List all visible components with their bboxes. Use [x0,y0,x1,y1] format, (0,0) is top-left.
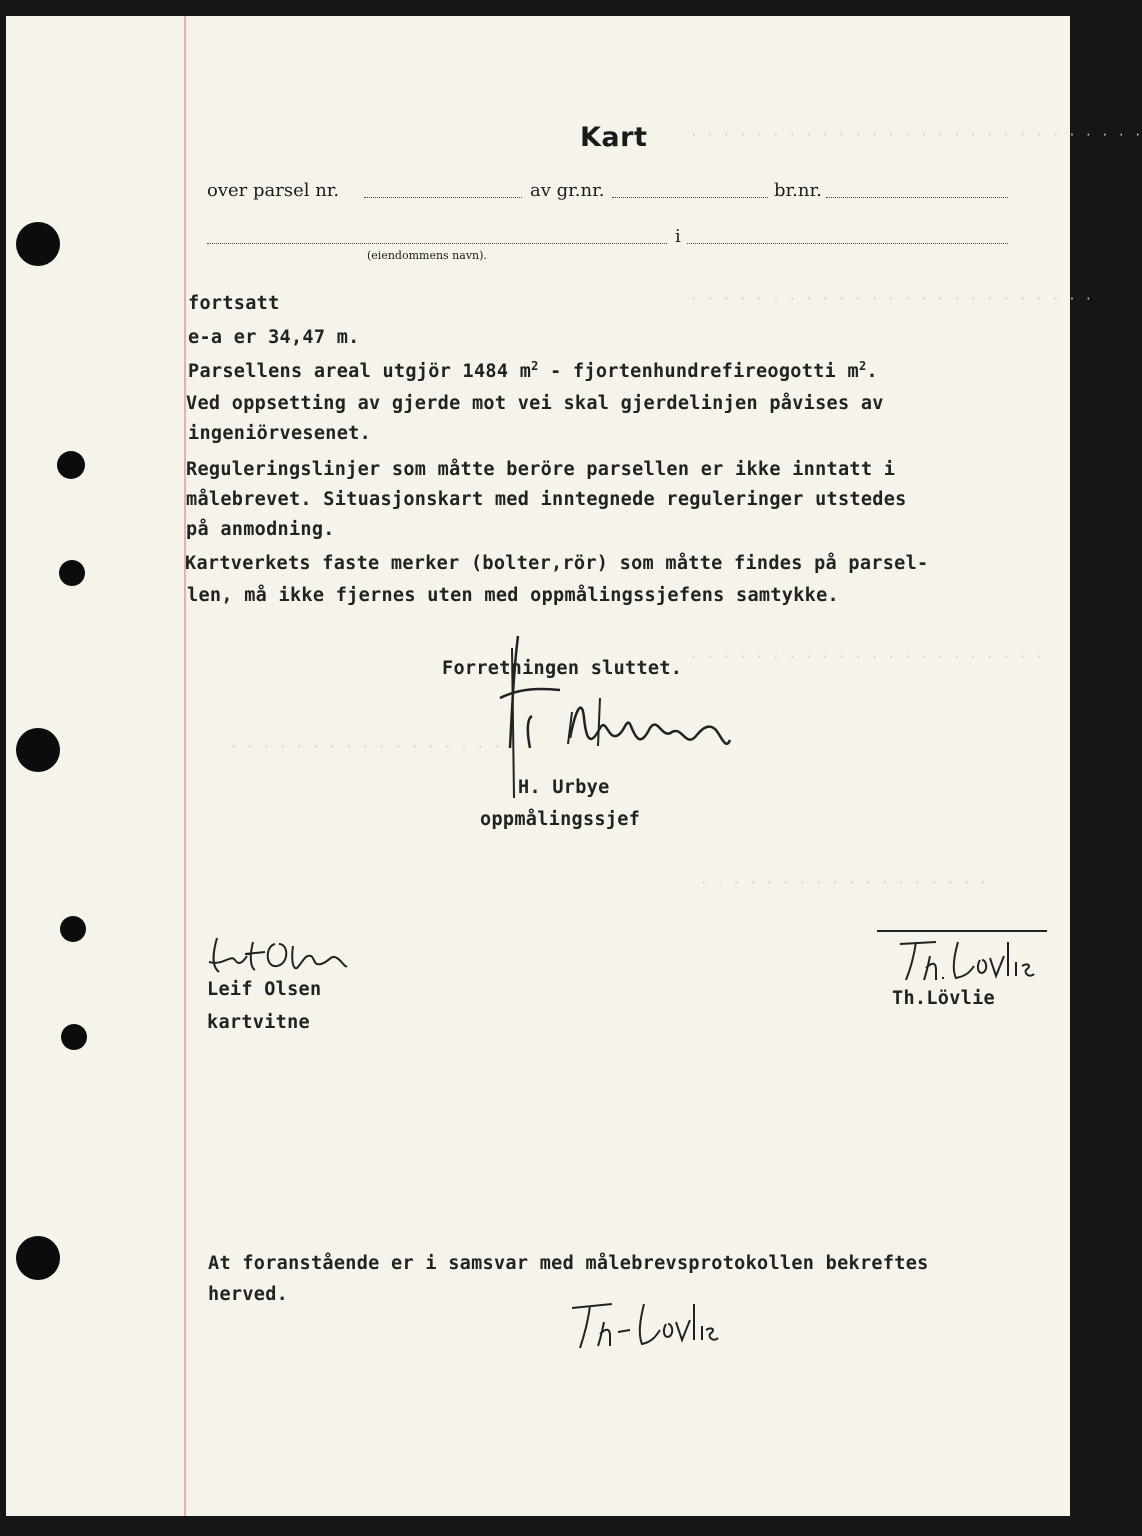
certification-signature [568,1296,718,1356]
form-title: Kart [580,122,648,153]
punch-hole [61,1024,87,1050]
surveyor-title: oppmålingssjef [480,809,641,830]
body-line-7: målebrevet. Situasjonskart med inntegnede reguleringer utstedes [186,489,907,510]
area-text: Parsellens areal utgjör 1484 m [188,361,532,383]
bleed-through: · · · · · · · · · · · · · · · · · · · · · · · · · · · · [690,128,1142,142]
body-line-10: len, må ikke fjernes uten med oppmålingssjefens samtykke. [187,585,839,606]
location-field [687,243,1008,244]
area-unit-sup-2: 2 [858,359,867,373]
property-caption: (eiendommens navn). [367,249,487,262]
witness-left-role: kartvitne [207,1012,310,1033]
body-line-3 [188,359,878,382]
punch-hole [16,728,60,772]
certification-line-2: herved. [208,1284,289,1305]
parcel-label: over parsel nr. [207,180,340,201]
punch-hole [60,916,86,942]
punch-hole [59,560,85,586]
witness-right-name: Th.Lövlie [892,988,995,1009]
body-line-1: fortsatt [188,293,280,314]
punch-hole [57,451,85,479]
br-number-field [826,197,1008,198]
bleed-through: · · · · · · · · · · · · · · · · · · · · · · [690,650,1044,664]
body-line-9: Kartverkets faste merker (bolter,rör) som måtte findes på parsel- [185,553,929,574]
olsen-signature [205,932,355,982]
body-line-2: e-a er 34,47 m. [188,327,360,348]
bleed-through: · · · · · · · · · · · · · · · · · · · · · · · · · [690,292,1094,306]
area-words: - fjortenhundrefireogotti m [538,361,859,383]
bleed-through: · · · · · · · · · · · · · · · · · [230,740,502,754]
gr-number-label: av gr.nr. [530,180,605,201]
parcel-number-field [364,197,522,198]
lovlie-signature [896,936,1036,986]
certification-line-1: At foranstående er i samsvar med målebrevsprotokollen bekreftes [208,1253,929,1274]
signature-rule [877,930,1047,932]
area-end: . [866,361,878,383]
concluded-text: Forretningen sluttet. [442,658,683,679]
body-line-8: på anmodning. [186,519,335,540]
property-name-field [207,243,667,244]
body-line-4: Ved oppsetting av gjerde mot vei skal gjerdelinjen påvises av [186,393,884,414]
surveyor-name: H. Urbye [518,777,610,798]
punch-hole [16,1236,60,1280]
punch-hole [16,222,60,266]
area-unit-sup: 2 [531,359,539,373]
body-line-6: Reguleringslinjer som måtte beröre parsellen er ikke inntatt i [186,459,896,480]
bleed-through: · · · · · · · · · · · · · · · · · · [700,876,988,890]
witness-left-name: Leif Olsen [207,979,322,1000]
br-number-label: br.nr. [774,180,822,201]
gr-number-field [612,197,768,198]
margin-line [184,16,186,1516]
body-line-5: ingeniörvesenet. [188,423,372,444]
in-label: i [675,226,681,247]
